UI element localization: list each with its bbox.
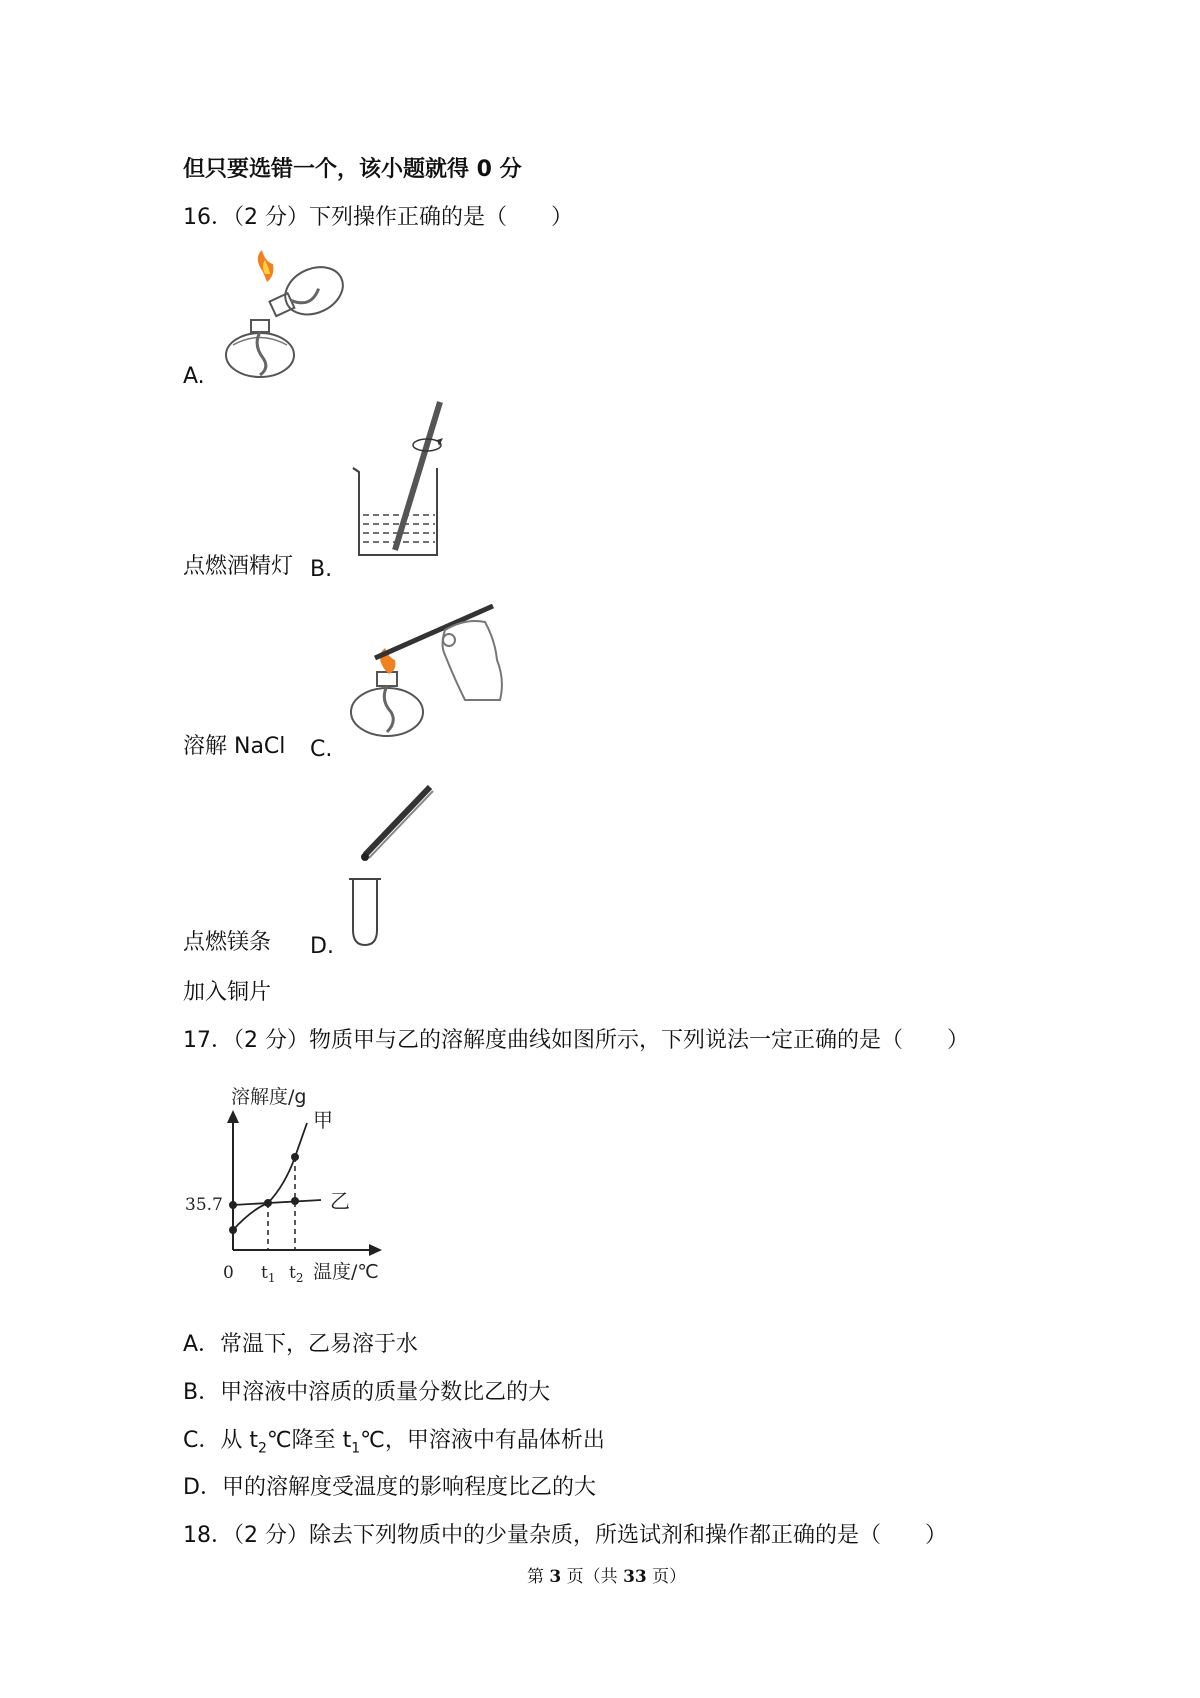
option-a-caption: 点燃酒精灯 bbox=[183, 554, 294, 579]
series-yi-label: 乙 bbox=[330, 1189, 350, 1213]
point-yi-0 bbox=[229, 1201, 237, 1209]
q17-option-c: C．从 $t_2℃$降至 $t_1℃$，甲溶液中有晶体析出 bbox=[183, 1428, 605, 1457]
figure-c-burning-magnesium bbox=[345, 600, 505, 745]
point-jia-0 bbox=[229, 1226, 237, 1234]
point-intersection-t1 bbox=[264, 1199, 272, 1207]
option-a-letter: A. bbox=[183, 364, 205, 389]
y-axis-label: 溶解度/g bbox=[231, 1086, 307, 1108]
point-yi-t2 bbox=[291, 1197, 299, 1205]
q18-stem: 18．（2 分）除去下列物质中的少量杂质，所选试剂和操作都正确的是（ ） bbox=[183, 1523, 947, 1548]
series-jia-line bbox=[233, 1123, 307, 1230]
option-c-caption: 点燃镁条 bbox=[183, 930, 272, 955]
q17-stem: 17．（2 分）物质甲与乙的溶解度曲线如图所示，下列说法一定正确的是（ ） bbox=[183, 1028, 969, 1053]
figure-b-dissolving-in-beaker bbox=[345, 400, 455, 560]
x-tick-t1: $t_1$ bbox=[261, 1263, 276, 1285]
q16-stem: 16．（2 分）下列操作正确的是（ ） bbox=[183, 205, 573, 230]
series-yi-line bbox=[233, 1200, 321, 1205]
q17-option-b: B．甲溶液中溶质的质量分数比乙的大 bbox=[183, 1380, 551, 1405]
page-footer: 第 3 页（共 33 页） bbox=[527, 1567, 687, 1587]
x-axis-arrow bbox=[369, 1244, 382, 1256]
figure-d-adding-copper-to-test-tube bbox=[345, 785, 445, 950]
option-d-caption: 加入铜片 bbox=[183, 980, 272, 1005]
y-tick-35-7: 35.7 bbox=[185, 1195, 223, 1215]
option-b-letter: B. bbox=[310, 557, 333, 582]
q17-option-d: D．甲的溶解度受温度的影响程度比乙的大 bbox=[183, 1475, 596, 1500]
x-axis-label: 温度/℃ bbox=[313, 1261, 379, 1283]
option-c-letter: C. bbox=[310, 737, 333, 762]
q17-option-a: A．常温下，乙易溶于水 bbox=[183, 1332, 419, 1357]
x-tick-origin: 0 bbox=[223, 1263, 234, 1283]
solubility-chart bbox=[183, 1075, 403, 1300]
x-tick-t2: $t_2$ bbox=[289, 1263, 304, 1285]
y-axis-arrow bbox=[227, 1110, 239, 1123]
intro-line: 但只要选错一个，该小题就得 0 分 bbox=[183, 157, 522, 182]
series-jia-label: 甲 bbox=[313, 1108, 333, 1132]
option-d-letter: D. bbox=[310, 934, 334, 959]
option-b-caption: 溶解 NaCl bbox=[183, 734, 286, 759]
figure-a-lighting-alcohol-lamp bbox=[215, 250, 345, 390]
point-jia-t2 bbox=[291, 1153, 299, 1161]
